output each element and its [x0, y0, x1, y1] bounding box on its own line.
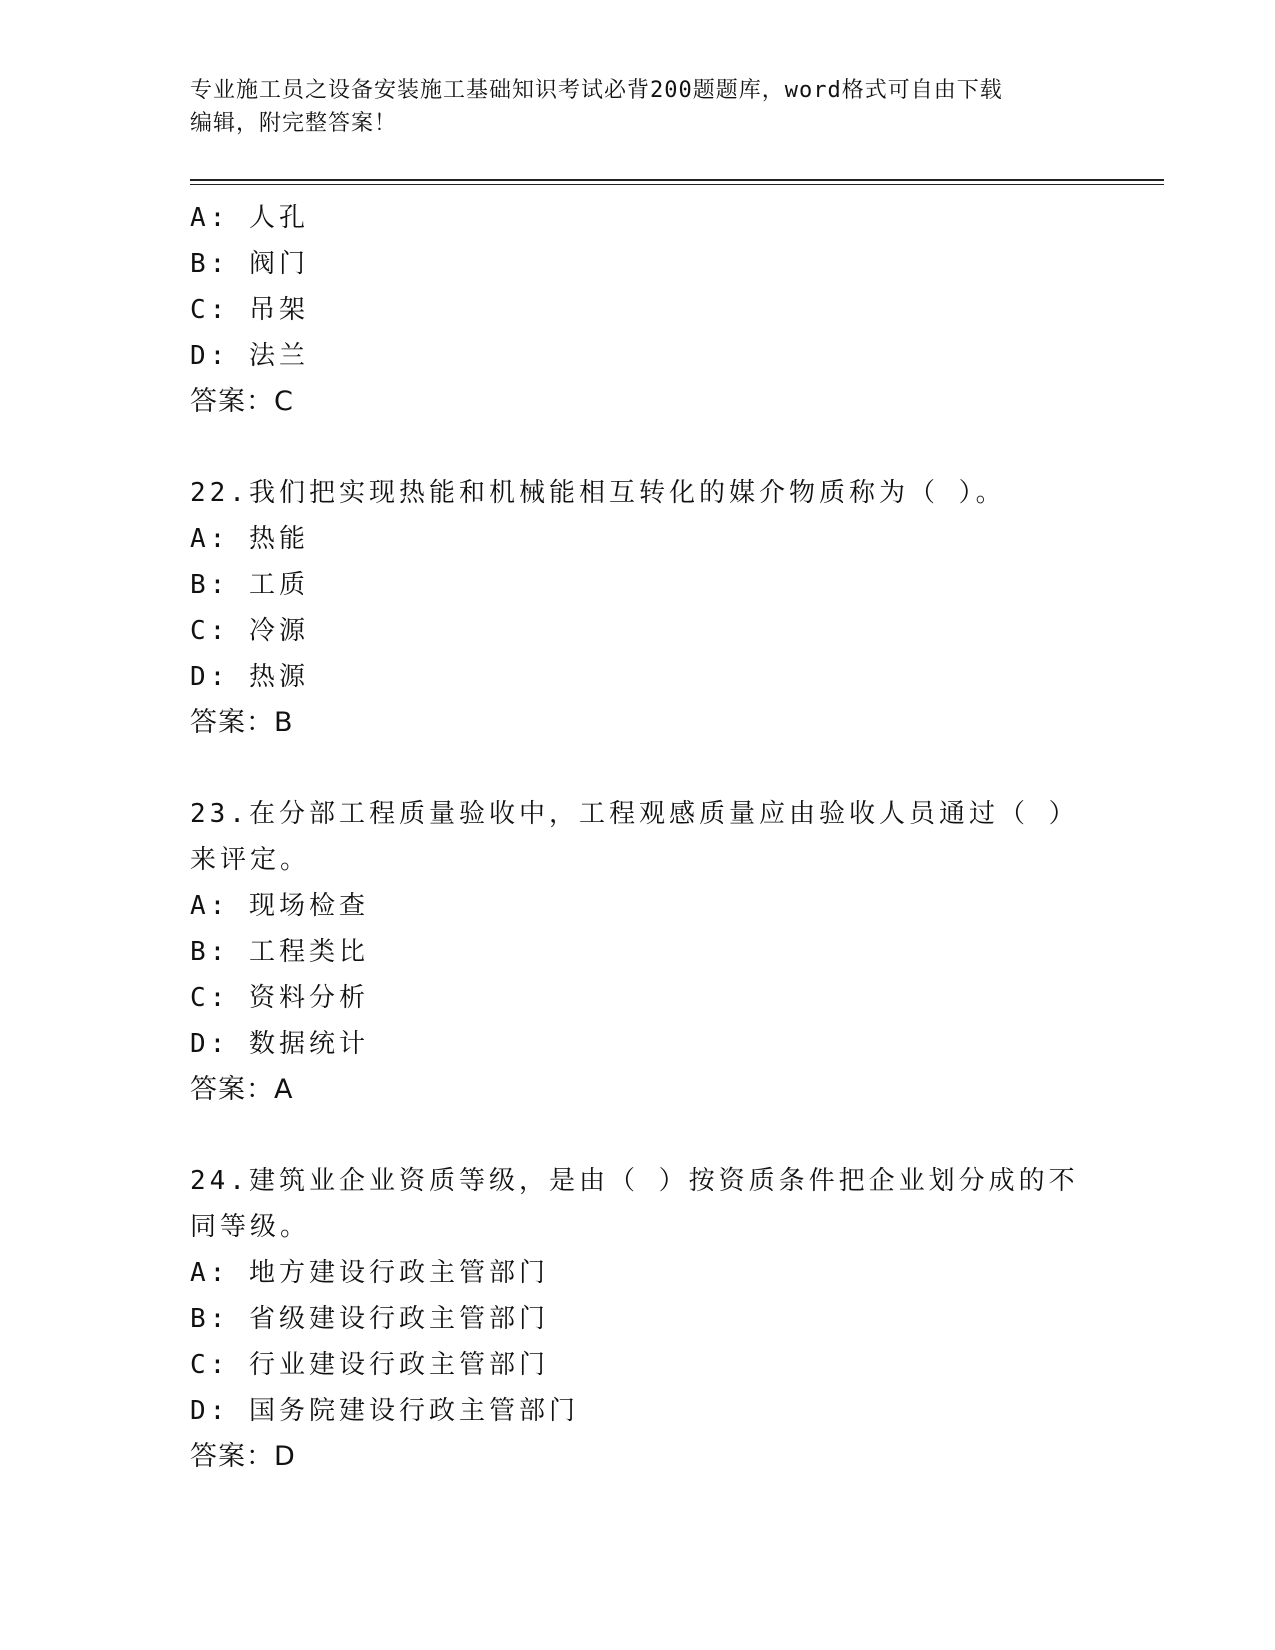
question-block-22	[190, 470, 1090, 746]
option-d: D: 国务院建设行政主管部门	[190, 1396, 579, 1426]
option-c: C: 冷源	[190, 616, 309, 646]
option-c: C: 行业建设行政主管部门	[190, 1350, 549, 1380]
option-a: A: 现场检查	[190, 891, 369, 921]
answer: 答案：A	[190, 1074, 294, 1105]
option-a: A: 地方建设行政主管部门	[190, 1258, 549, 1288]
option-c: C: 吊架	[190, 295, 309, 325]
option-b: B: 工质	[190, 570, 309, 600]
option-c: C: 资料分析	[190, 983, 369, 1013]
option-d: D: 热源	[190, 662, 309, 692]
option-a: A: 人孔	[190, 203, 309, 233]
option-d: D: 数据统计	[190, 1029, 369, 1059]
option-b: B: 阀门	[190, 249, 309, 279]
answer: 答案：D	[190, 1441, 296, 1472]
header-title-line-1: 专业施工员之设备安装施工基础知识考试必背200题题库，word格式可自由下载	[190, 78, 1003, 103]
document-header	[190, 74, 1070, 140]
header-title-line-2: 编辑，附完整答案！	[190, 111, 398, 136]
answer: 答案：B	[190, 707, 294, 738]
question-block-21	[190, 195, 1090, 425]
header-divider-thin	[190, 184, 1164, 185]
question-block-23	[190, 791, 1090, 1113]
answer: 答案：C	[190, 386, 294, 417]
option-b: B: 工程类比	[190, 937, 369, 967]
header-divider-thick	[190, 179, 1164, 181]
question-stem: 22.我们把实现热能和机械能相互转化的媒介物质称为（ ）。	[190, 478, 1006, 508]
option-b: B: 省级建设行政主管部门	[190, 1304, 549, 1334]
question-stem: 23.在分部工程质量验收中，工程观感质量应由验收人员通过（ ）来评定。	[190, 799, 1079, 875]
question-block-24	[190, 1158, 1090, 1480]
question-stem: 24.建筑业企业资质等级，是由（ ）按资质条件把企业划分成的不同等级。	[190, 1166, 1079, 1242]
option-a: A: 热能	[190, 524, 309, 554]
question-list	[190, 195, 1090, 1480]
option-d: D: 法兰	[190, 341, 309, 371]
